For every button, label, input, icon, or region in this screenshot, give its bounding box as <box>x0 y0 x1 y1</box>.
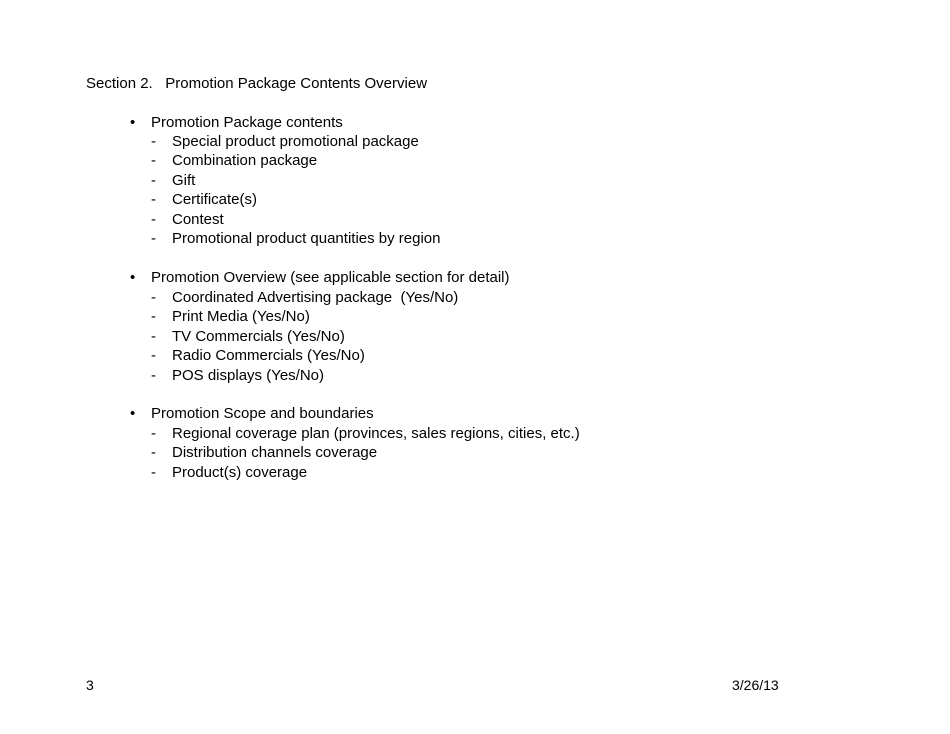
sub-item-text: Certificate(s) <box>172 191 258 209</box>
dash-icon: - <box>151 229 156 247</box>
section-title: Promotion Package Contents Overview <box>165 75 428 92</box>
sub-item-text: Regional coverage plan (provinces, sales regions, cities, etc.) <box>172 425 580 442</box>
sub-item-text: TV Commercials (Yes/No) <box>172 327 345 345</box>
sub-item-text: Distribution channels coverage <box>172 444 378 462</box>
section-heading <box>86 75 427 92</box>
bullet-label: Promotion Scope and boundaries <box>151 405 374 422</box>
dash-icon: - <box>151 152 156 170</box>
bullet-dot-icon: • <box>130 405 136 422</box>
bullet-dot-icon: • <box>130 269 136 286</box>
sub-item-text: Special product promotional package <box>172 133 419 150</box>
dash-icon: - <box>151 191 156 209</box>
dash-icon: - <box>151 425 156 442</box>
dash-icon: - <box>151 133 156 150</box>
sub-item-text: Print Media (Yes/No) <box>172 308 310 326</box>
dash-icon: - <box>151 327 156 345</box>
dash-icon: - <box>151 444 156 462</box>
sub-item-text: Promotional product quantities by region <box>172 229 441 247</box>
sub-item-text: Gift <box>172 171 196 189</box>
dash-icon: - <box>151 210 156 228</box>
section-label: Section 2. <box>86 75 153 92</box>
bullet-label: Promotion Package contents <box>151 114 343 131</box>
dash-icon: - <box>151 308 156 326</box>
sub-item-text: Combination package <box>172 152 318 170</box>
sub-item-text: Radio Commercials (Yes/No) <box>172 347 365 365</box>
dash-icon: - <box>151 289 156 306</box>
sub-item-text: Coordinated Advertising package (Yes/No) <box>172 289 459 306</box>
sub-item-text: Product(s) coverage <box>172 463 308 481</box>
page-number: 3 <box>86 677 94 693</box>
dash-icon: - <box>151 463 156 481</box>
sub-item-text: Contest <box>172 210 224 228</box>
dash-icon: - <box>151 366 156 384</box>
bullet-label: Promotion Overview (see applicable section for detail) <box>151 269 510 286</box>
dash-icon: - <box>151 171 156 189</box>
dash-icon: - <box>151 347 156 365</box>
bullet-dot-icon: • <box>130 114 136 131</box>
sub-item-text: POS displays (Yes/No) <box>172 366 325 384</box>
footer-date: 3/26/13 <box>732 677 779 693</box>
